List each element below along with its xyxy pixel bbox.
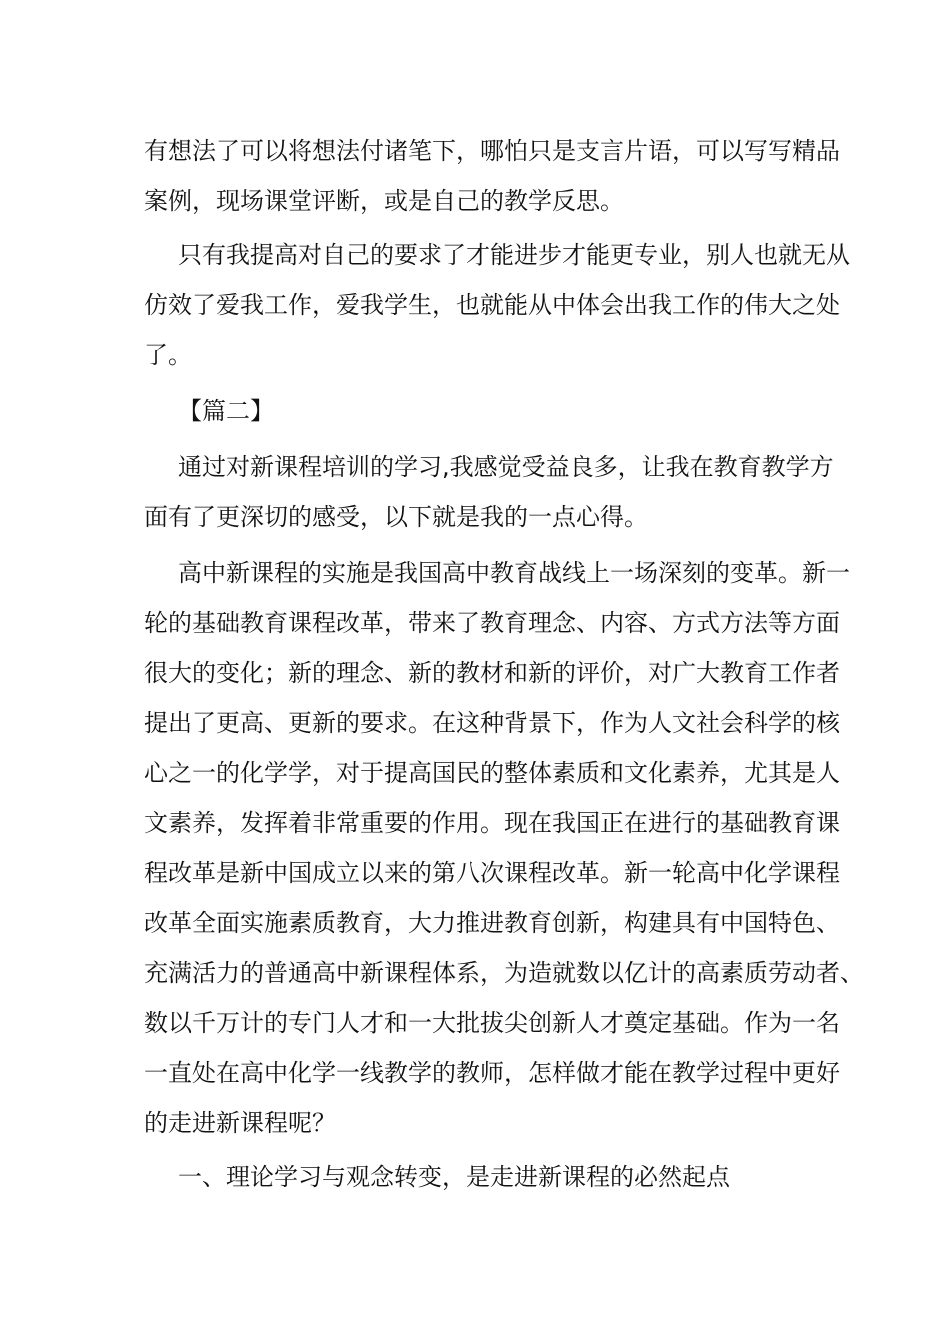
paragraph-1-line-2: 案例，现场课堂评断，或是自己的教学反思。: [144, 187, 624, 215]
paragraph-3-line-1: 通过对新课程培训的学习,我感觉受益良多，让我在教育教学方: [178, 453, 834, 481]
paragraph-4-line-4: 提出了更高、更新的要求。在这种背景下，作为人文社会科学的核: [144, 709, 840, 737]
paragraph-2-line-2: 仿效了爱我工作，爱我学生，也就能从中体会出我工作的伟大之处: [144, 291, 840, 319]
paragraph-4-line-7: 程改革是新中国成立以来的第八次课程改革。新一轮高中化学课程: [144, 859, 840, 887]
paragraph-4-line-6: 文素养，发挥着非常重要的作用。现在我国正在进行的基础教育课: [144, 809, 840, 837]
paragraph-4-line-8: 改革全面实施素质教育，大力推进教育创新，构建具有中国特色、: [144, 909, 840, 937]
paragraph-4-line-2: 轮的基础教育课程改革，带来了教育理念、内容、方式方法等方面: [144, 609, 840, 637]
paragraph-4-line-12: 的走进新课程呢？: [144, 1109, 336, 1137]
paragraph-3-line-2: 面有了更深切的感受，以下就是我的一点心得。: [144, 503, 648, 531]
section-heading-part-two: 【篇二】: [178, 397, 274, 425]
paragraph-4-line-9: 充满活力的普通高中新课程体系，为造就数以亿计的高素质劳动者、: [144, 959, 864, 987]
paragraph-1-line-1: 有想法了可以将想法付诸笔下，哪怕只是支言片语，可以写写精品: [144, 137, 840, 165]
paragraph-4-line-1: 高中新课程的实施是我国高中教育战线上一场深刻的变革。新一: [178, 559, 850, 587]
subsection-heading-one: 一、理论学习与观念转变，是走进新课程的必然起点: [178, 1163, 730, 1191]
paragraph-4-line-5: 心之一的化学学，对于提高国民的整体素质和文化素养，尤其是人: [144, 759, 840, 787]
paragraph-4-line-10: 数以千万计的专门人才和一大批拔尖创新人才奠定基础。作为一名: [144, 1009, 840, 1037]
paragraph-4-line-11: 一直处在高中化学一线教学的教师，怎样做才能在教学过程中更好: [144, 1059, 840, 1087]
paragraph-2-line-3: 了。: [144, 341, 192, 369]
paragraph-2-line-1: 只有我提高对自己的要求了才能进步才能更专业，别人也就无从: [178, 241, 850, 269]
paragraph-4-line-3: 很大的变化；新的理念、新的教材和新的评价，对广大教育工作者: [144, 659, 840, 687]
